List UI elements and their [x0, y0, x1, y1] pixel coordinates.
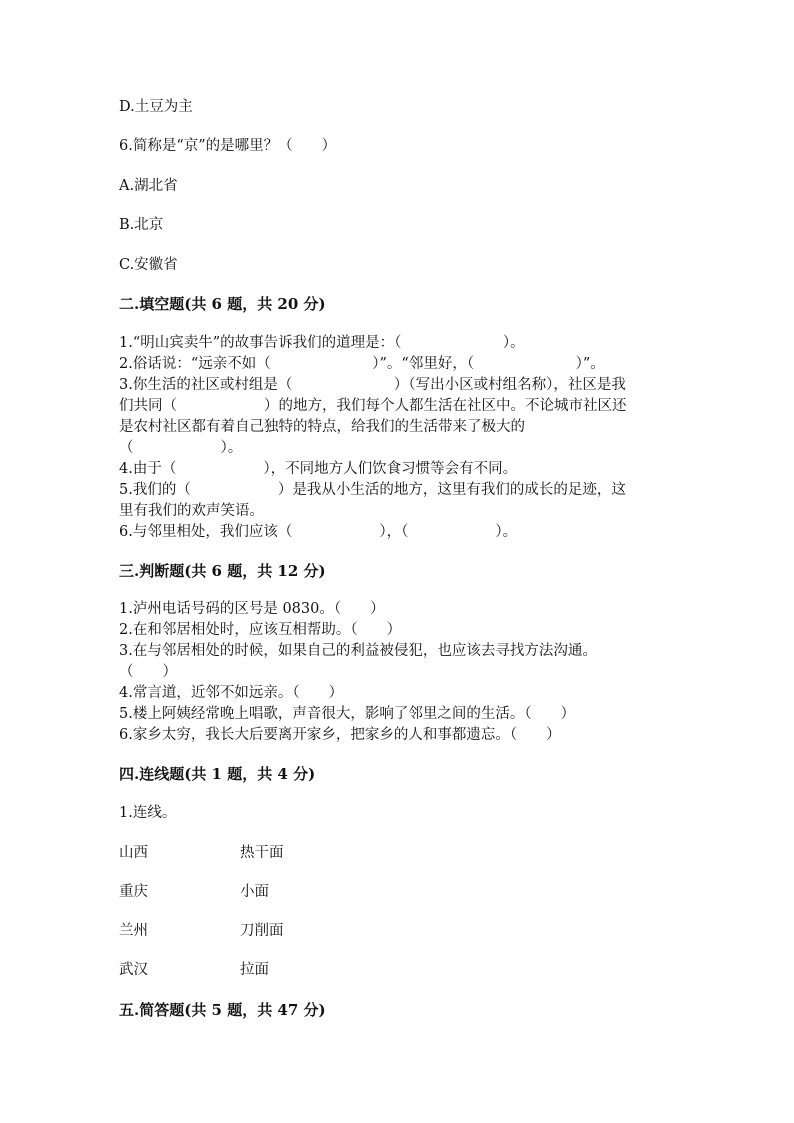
judgment-line: 1.泸州电话号码的区号是 0830。（ ） — [119, 601, 385, 617]
judgment-line: 5.楼上阿姨经常晚上唱歌，声音很大，影响了邻里之间的生活。（ ） — [119, 706, 576, 722]
q5-option-d: D.土豆为主 — [119, 99, 193, 115]
fill-blank-line: 是农村社区都有着自己独特的特点，给我们的生活带来了极大的 — [119, 419, 525, 435]
fill-blank-line: 6.与邻里相处，我们应该（ ），（ ）。 — [119, 524, 518, 540]
fill-blank-line: 们共同（ ）的地方，我们每个人都生活在社区中。不论城市社区还 — [119, 398, 627, 414]
match-left-item: 武汉 — [119, 962, 148, 978]
q6-question: 6.简称是“京”的是哪里？（ ） — [119, 138, 337, 154]
judgment-line: 6.家乡太穷，我长大后要离开家乡，把家乡的人和事都遗忘。（ ） — [119, 727, 561, 743]
fill-blank-line: 2.俗话说：“远亲不如（ ）”。“邻里好，（ ）”。 — [119, 356, 605, 372]
section-heading-short-answer: 五.简答题(共 5 题，共 47 分) — [119, 1001, 326, 1019]
match-right-item: 刀削面 — [240, 923, 284, 939]
q6-option-b: B.北京 — [119, 217, 164, 233]
match-left-item: 重庆 — [119, 884, 148, 900]
match-left-item: 山西 — [119, 845, 148, 861]
fill-blank-line: 1.“明山宾卖牛”的故事告诉我们的道理是：（ ）。 — [119, 335, 525, 351]
match-right-item: 热干面 — [240, 845, 284, 861]
section-heading-fill-blank: 二.填空题(共 6 题，共 20 分) — [119, 295, 326, 313]
judgment-line: 3.在与邻居相处的时候，如果自己的利益被侵犯，也应该去寻找方法沟通。 — [119, 643, 597, 659]
match-left-item: 兰州 — [119, 923, 148, 939]
match-right-item: 拉面 — [240, 962, 269, 978]
match-right-item: 小面 — [240, 884, 269, 900]
fill-blank-line: 4.由于（ ），不同地方人们饮食习惯等会有不同。 — [119, 461, 518, 477]
q6-option-c: C.安徽省 — [119, 257, 178, 273]
matching-question: 1.连线。 — [119, 805, 177, 821]
judgment-line: 4.常言道，近邻不如远亲。（ ） — [119, 685, 344, 701]
fill-blank-line: 里有我们的欢声笑语。 — [119, 503, 264, 519]
section-heading-matching: 四.连线题(共 1 题，共 4 分) — [119, 765, 316, 783]
fill-blank-line: 5.我们的（ ）是我从小生活的地方，这里有我们的成长的足迹，这 — [119, 482, 626, 498]
judgment-line: （ ） — [119, 664, 177, 680]
section-heading-judgment: 三.判断题(共 6 题，共 12 分) — [119, 562, 326, 580]
q6-option-a: A.湖北省 — [119, 178, 178, 194]
fill-blank-line: 3.你生活的社区或村组是（ ）（写出小区或村组名称），社区是我 — [119, 377, 626, 393]
judgment-line: 2.在和邻居相处时，应该互相帮助。（ ） — [119, 622, 402, 638]
fill-blank-line: （ ）。 — [119, 440, 243, 456]
